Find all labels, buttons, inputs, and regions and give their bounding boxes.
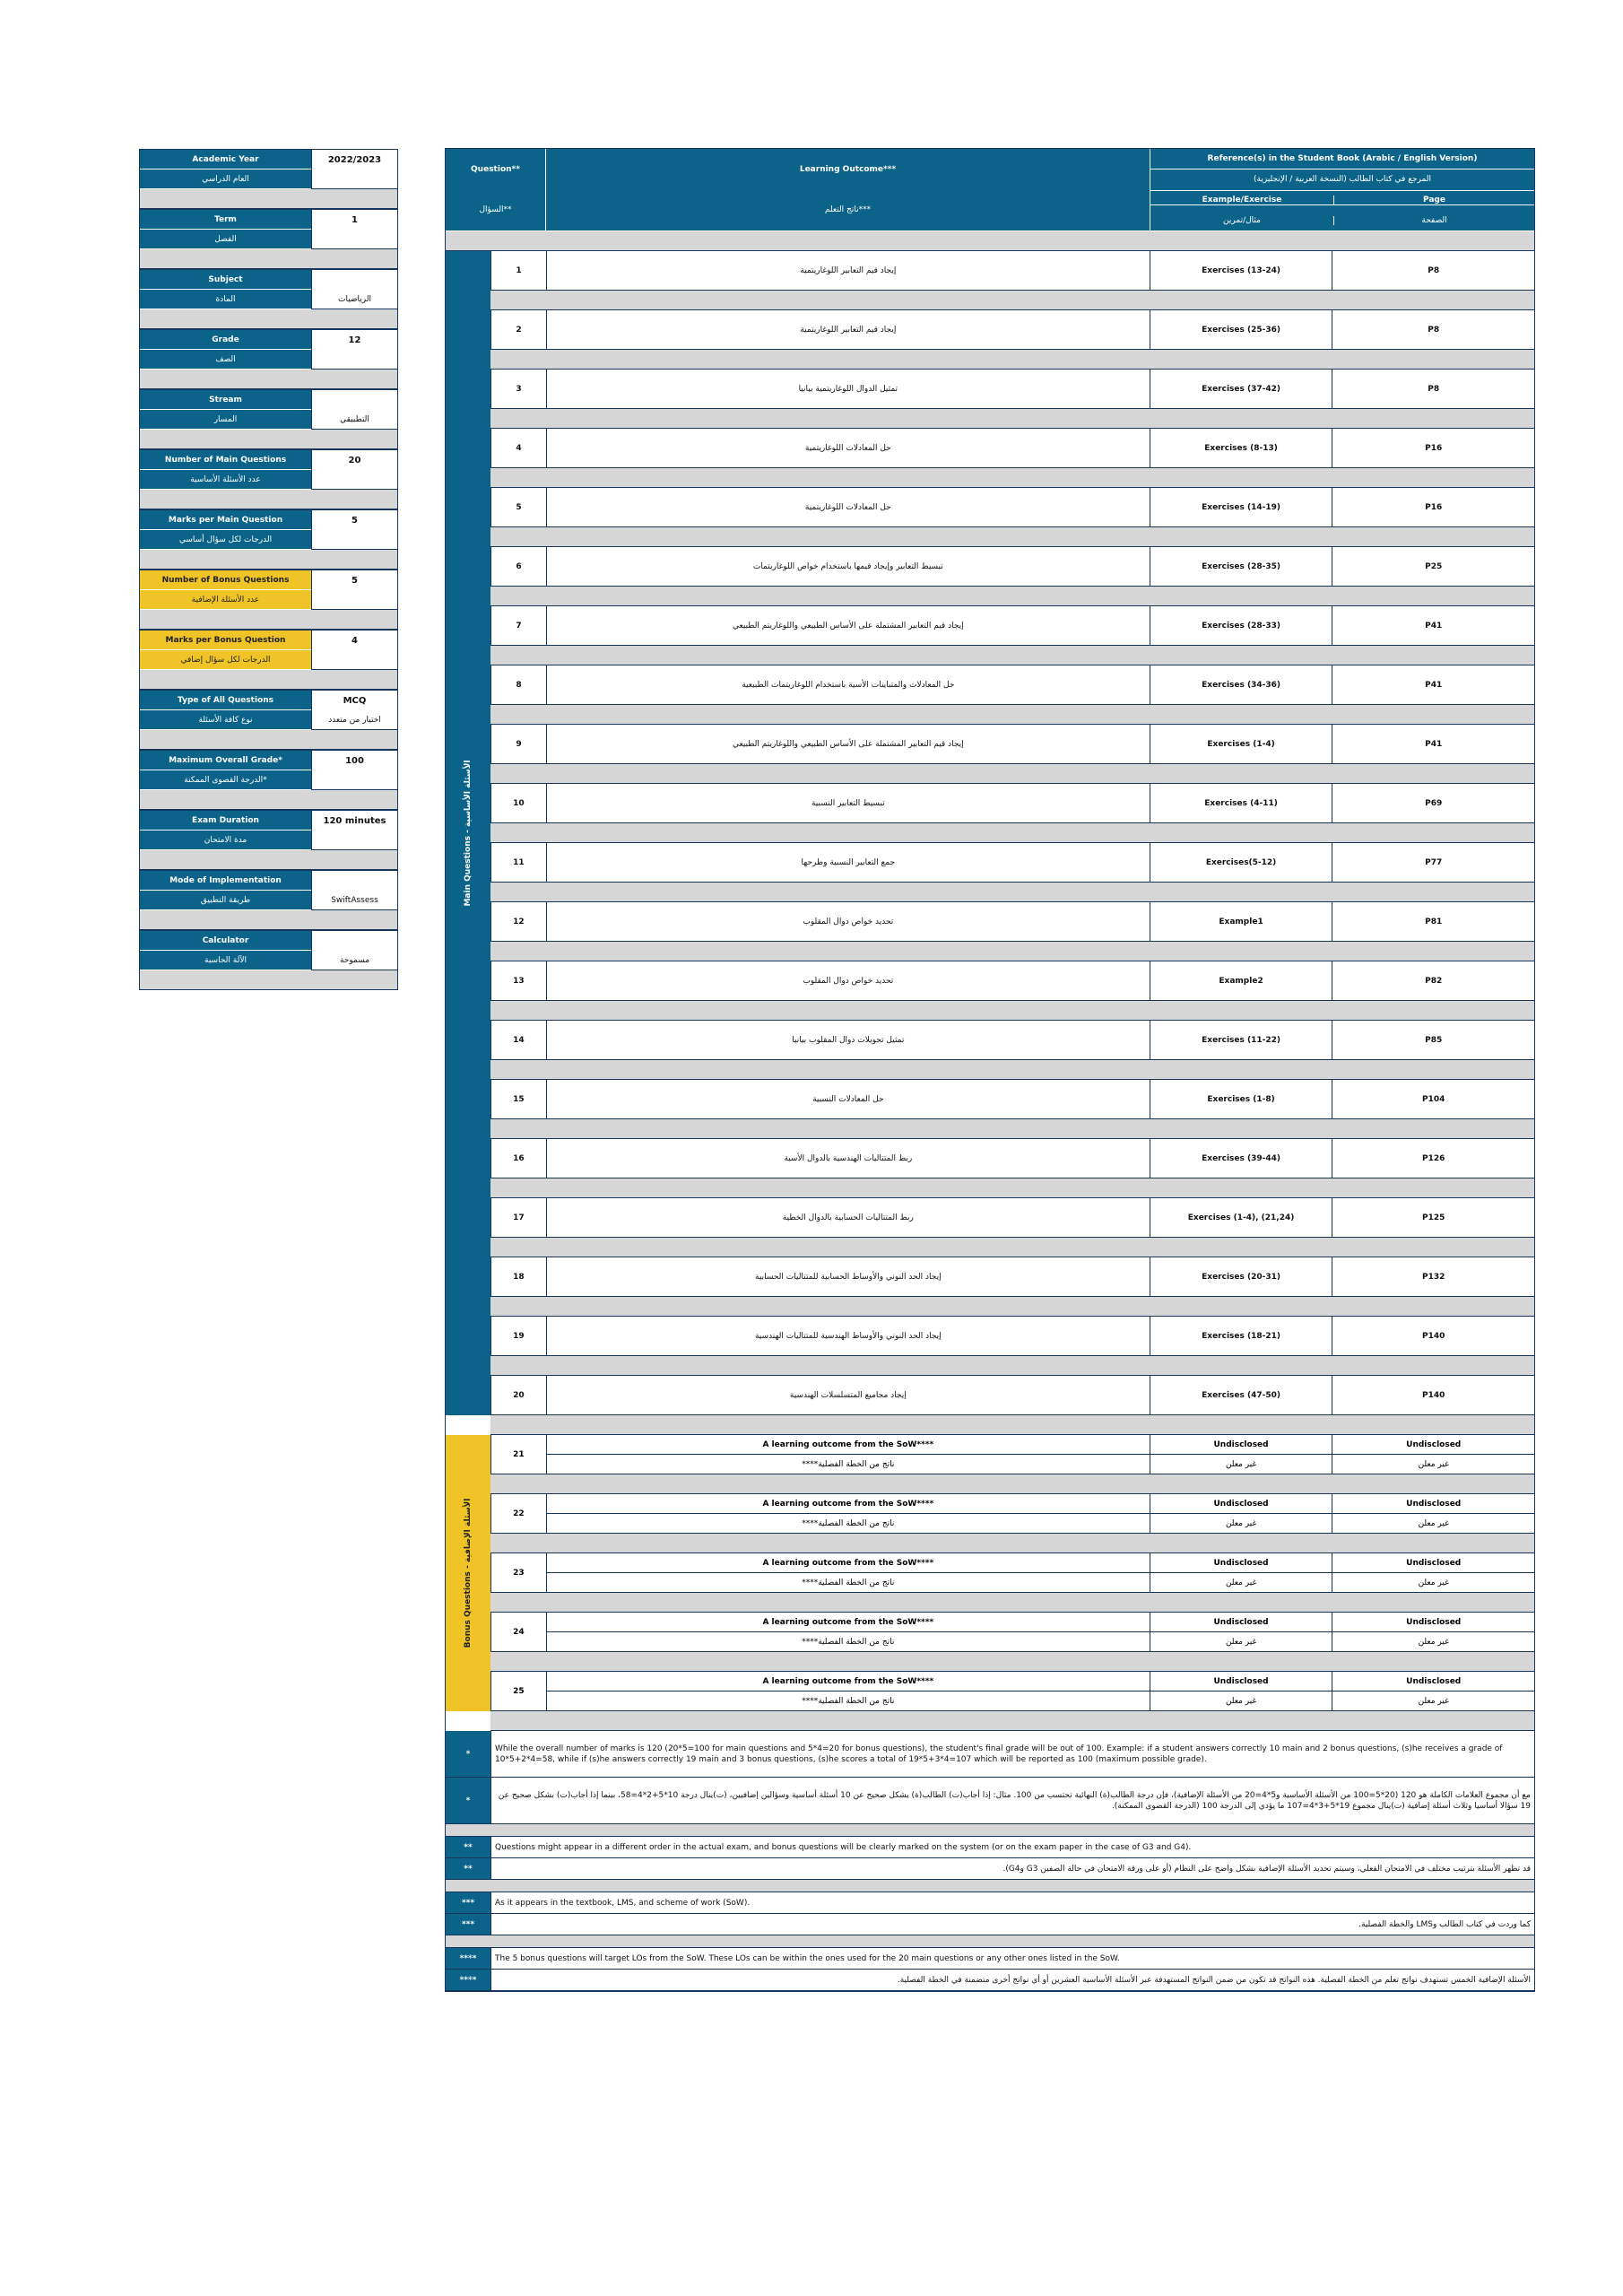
- learning-outcome: جمع التعابير النسبية وطرحها: [546, 843, 1150, 882]
- example-exercise: Exercises (13-24): [1150, 251, 1332, 290]
- page-ref: P8: [1332, 370, 1534, 408]
- learning-outcome: حل المعادلات النسبية: [546, 1080, 1150, 1118]
- info-value: [311, 871, 397, 891]
- info-value: [311, 931, 397, 951]
- main-question-row: [490, 370, 1534, 409]
- bonus-questions-label: Bonus Questions - الأسئلة الإضافية: [464, 1498, 473, 1648]
- question-number: 4: [490, 429, 546, 467]
- page-ref: P125: [1332, 1198, 1534, 1237]
- learning-outcome: إيجاد الحد النوني والأوساط الحسابية للمتتاليات الحسابية: [546, 1257, 1150, 1296]
- example-exercise: Exercises (28-33): [1150, 606, 1332, 645]
- info-spacer: [139, 790, 398, 810]
- info-value: 120 minutes: [311, 811, 397, 831]
- note-text: الأسئلة الإضافية الخمس تستهدف نواتج تعلم من الخطة الفصلية. هذه النواتج قد تكون من ضمن النواتج المستهدفة عبر الأسئلة الأساسية العشرين أو أي نواتج أخرى متضمنة في الخطة الفصلية.: [490, 1970, 1534, 1990]
- learning-outcome: إيجاد قيم التعابير اللوغاريتمية: [546, 310, 1150, 349]
- info-label-ar: عدد الأسئلة الأساسية: [140, 470, 311, 490]
- main-question-row: [490, 1198, 1534, 1238]
- info-label-ar: نوع كافة الأسئلة: [140, 710, 311, 730]
- info-value: 100: [311, 751, 397, 770]
- note-marker: ***: [446, 1892, 490, 1913]
- learning-outcome: حل المعادلات اللوغاريتمية: [546, 488, 1150, 526]
- info-label-ar: مدة الامتحان: [140, 831, 311, 850]
- bonus-lo-ar: ناتج من الخطة الفصلية****: [802, 1518, 895, 1528]
- note-text: Questions might appear in a different order in the actual exam, and bonus questions will be clearly marked on the system (or on the exam paper in the case of G3 and G4).: [490, 1837, 1534, 1857]
- question-number: 16: [490, 1139, 546, 1178]
- row-spacer: [490, 1652, 1534, 1672]
- info-value-ar: التطبيقي: [311, 410, 397, 430]
- info-value-ar: [311, 470, 397, 490]
- info-label-en: Grade: [140, 330, 311, 350]
- row-spacer: [490, 527, 1534, 547]
- info-spacer: [139, 309, 398, 329]
- info-value: 1: [311, 210, 397, 230]
- header-question-en: Question**: [471, 164, 520, 174]
- row-spacer: [490, 883, 1534, 902]
- info-label-en: Exam Duration: [140, 811, 311, 831]
- bonus-lo-ar: ناتج من الخطة الفصلية****: [802, 1637, 895, 1647]
- info-spacer: [139, 550, 398, 570]
- info-group: [139, 389, 398, 449]
- note-row: [446, 1778, 1534, 1824]
- question-number: 22: [490, 1494, 546, 1533]
- header-lo-ar: ناتج التعلم***: [824, 205, 872, 215]
- example-exercise: Exercises(5-12): [1150, 843, 1332, 882]
- note-row: [446, 1731, 1534, 1778]
- bonus-lo-en: A learning outcome from the SoW****: [547, 1672, 1150, 1692]
- page-ref: P16: [1332, 429, 1534, 467]
- bonus-question-row: [490, 1494, 1534, 1534]
- info-group: [139, 570, 398, 630]
- info-value-ar: [311, 590, 397, 610]
- row-spacer: [490, 1593, 1534, 1613]
- main-question-row: [490, 1021, 1534, 1060]
- note-text: مع أن مجموع العلامات الكاملة هو 120 (20*5=100 من الأسئلة الأساسية و5*4=20 من الأسئلة الإضافية)، فإن درجة الطالب(ة) النهائية تحتسب من 100. مثال: إذا أجاب(ت) الطالب(ة) بشكل صحيح عن 10 أسئلة أساسية وسؤالين إضافيين، (ت)ينال درجة 10*5+2*4=58، بينما إذا أجاب(ت) بشكل صحيح عن 19 سؤالا أساسيا وثلاث أسئلة إضافية (ت)ينال مجموع 19*5+3*4=107 ما يؤدي إلى الدرجة 100 (الدرجة القصوى الممكنة).: [490, 1778, 1534, 1823]
- note-marker: *: [446, 1778, 490, 1823]
- bonus-lo-ar: ناتج من الخطة الفصلية****: [802, 1578, 895, 1587]
- bonus-lo-en: A learning outcome from the SoW****: [547, 1435, 1150, 1455]
- header-page-ar: الصفحة: [1421, 215, 1447, 225]
- main-question-row: [490, 961, 1534, 1001]
- page-ref: P16: [1332, 488, 1534, 526]
- learning-outcome: إيجاد قيم التعابير اللوغاريتمية: [546, 251, 1150, 290]
- note-marker: ***: [446, 1914, 490, 1935]
- example-exercise: Exercises (11-22): [1150, 1021, 1332, 1059]
- info-value: 12: [311, 330, 397, 350]
- bonus-ex-ar: غير معلن: [1225, 1578, 1257, 1587]
- info-spacer: [139, 370, 398, 389]
- row-spacer: [490, 1415, 1534, 1435]
- info-label-en: Number of Bonus Questions: [140, 570, 311, 590]
- info-label-en: Maximum Overall Grade*: [140, 751, 311, 770]
- bonus-ex-ar: غير معلن: [1225, 1459, 1257, 1469]
- info-value-ar: اختيار من متعدد: [311, 710, 397, 730]
- info-value: 5: [311, 570, 397, 590]
- question-number: 18: [490, 1257, 546, 1296]
- info-group: [139, 930, 398, 990]
- header-ref-en: Reference(s) in the Student Book (Arabic / English Version): [1150, 149, 1534, 170]
- info-group: [139, 750, 398, 810]
- info-value: 20: [311, 450, 397, 470]
- main-question-row: [490, 902, 1534, 942]
- header-ref-ar: المرجع في كتاب الطالب (النسخة العربية / الإنجليزية): [1150, 170, 1534, 190]
- row-spacer: [490, 942, 1534, 961]
- example-exercise: Exercises (1-4): [1150, 725, 1332, 763]
- bonus-ex-ar: غير معلن: [1225, 1637, 1257, 1647]
- row-spacer: [490, 409, 1534, 429]
- questions-body: [446, 251, 1534, 1731]
- bonus-ex-en: Undisclosed: [1150, 1672, 1332, 1692]
- page-ref: P140: [1332, 1317, 1534, 1355]
- header-example-ar: مثال/تمرين: [1150, 216, 1334, 225]
- bonus-page-en: Undisclosed: [1332, 1435, 1534, 1455]
- learning-outcome: تبسيط التعابير وإيجاد قيمها باستخدام خواص اللوغاريتمات: [546, 547, 1150, 586]
- question-number: 5: [490, 488, 546, 526]
- info-value: 4: [311, 631, 397, 650]
- bonus-lo-ar: ناتج من الخطة الفصلية****: [802, 1459, 895, 1469]
- info-spacer: [139, 610, 398, 630]
- main-question-row: [490, 725, 1534, 764]
- learning-outcome: حل المعادلات اللوغاريتمية: [546, 429, 1150, 467]
- note-row: [446, 1948, 1534, 1970]
- info-label-ar: الدرجات لكل سؤال أساسي: [140, 530, 311, 550]
- example-exercise: Example1: [1150, 902, 1332, 941]
- info-label-ar: المادة: [140, 290, 311, 309]
- main-question-row: [490, 606, 1534, 646]
- note-marker: **: [446, 1837, 490, 1857]
- row-spacer: [490, 646, 1534, 665]
- row-spacer: [490, 705, 1534, 725]
- note-row: [446, 1858, 1534, 1880]
- info-label-en: Marks per Main Question: [140, 510, 311, 530]
- example-exercise: Exercises (25-36): [1150, 310, 1332, 349]
- learning-outcome: تمثيل تحويلات دوال المقلوب بيانيا: [546, 1021, 1150, 1059]
- bonus-question-row: [490, 1672, 1534, 1711]
- main-question-row: [490, 547, 1534, 587]
- bonus-questions-side-label: [446, 1435, 490, 1711]
- example-exercise: Exercises (18-21): [1150, 1317, 1332, 1355]
- info-group: [139, 329, 398, 389]
- row-spacer: [490, 1534, 1534, 1553]
- row-spacer: [490, 587, 1534, 606]
- row-spacer: [490, 1711, 1534, 1731]
- info-group: [139, 209, 398, 269]
- bonus-lo-en: A learning outcome from the SoW****: [547, 1613, 1150, 1632]
- example-exercise: Exercises (14-19): [1150, 488, 1332, 526]
- note-marker: **: [446, 1858, 490, 1879]
- main-question-row: [490, 1376, 1534, 1415]
- info-label-en: Marks per Bonus Question: [140, 631, 311, 650]
- info-label-en: Calculator: [140, 931, 311, 951]
- page-ref: P132: [1332, 1257, 1534, 1296]
- bonus-page-en: Undisclosed: [1332, 1672, 1534, 1692]
- info-value: 2022/2023: [311, 150, 397, 170]
- note-marker: ****: [446, 1970, 490, 1990]
- info-value-ar: [311, 170, 397, 189]
- bonus-ex-en: Undisclosed: [1150, 1613, 1332, 1632]
- info-label-en: Subject: [140, 270, 311, 290]
- bonus-page-en: Undisclosed: [1332, 1613, 1534, 1632]
- example-exercise: Exercises (1-4), (21,24): [1150, 1198, 1332, 1237]
- row-spacer: [490, 1178, 1534, 1198]
- note-spacer: [446, 1824, 1534, 1837]
- learning-outcome: إيجاد قيم التعابير المشتملة على الأساس الطبيعي واللوغاريتم الطبيعي: [546, 725, 1150, 763]
- page-ref: P126: [1332, 1139, 1534, 1178]
- main-question-row: [490, 251, 1534, 291]
- main-question-row: [490, 1317, 1534, 1356]
- info-spacer: [139, 970, 398, 990]
- learning-outcome: ربط المتتاليات الحسابية بالدوال الخطية: [546, 1198, 1150, 1237]
- question-number: 19: [490, 1317, 546, 1355]
- main-question-row: [490, 429, 1534, 468]
- info-value-ar: SwiftAssess: [311, 891, 397, 910]
- question-number: 23: [490, 1553, 546, 1592]
- page-ref: P25: [1332, 547, 1534, 586]
- row-spacer: [490, 1356, 1534, 1376]
- info-spacer: [139, 910, 398, 930]
- info-label-en: Academic Year: [140, 150, 311, 170]
- example-exercise: Exercises (20-31): [1150, 1257, 1332, 1296]
- info-spacer: [139, 670, 398, 690]
- info-value-ar: [311, 650, 397, 670]
- example-exercise: Exercises (34-36): [1150, 665, 1332, 704]
- info-value: MCQ: [311, 691, 397, 710]
- learning-outcome: حل المعادلات والمتباينات الأسية باستخدام اللوغاريتمات الطبيعية: [546, 665, 1150, 704]
- example-exercise: Example2: [1150, 961, 1332, 1000]
- bonus-question-row: [490, 1435, 1534, 1474]
- info-spacer: [139, 730, 398, 750]
- bonus-lo-en: A learning outcome from the SoW****: [547, 1494, 1150, 1514]
- note-spacer: [446, 1935, 1534, 1948]
- info-label-ar: طريقة التطبيق: [140, 891, 311, 910]
- info-value-ar: الرياضيات: [311, 290, 397, 309]
- info-group: [139, 690, 398, 750]
- learning-outcome: تمثيل الدوال اللوغاريتمية بيانيا: [546, 370, 1150, 408]
- example-exercise: Exercises (1-8): [1150, 1080, 1332, 1118]
- row-spacer: [490, 350, 1534, 370]
- info-group: [139, 449, 398, 509]
- row-spacer: [490, 1474, 1534, 1494]
- bonus-page-en: Undisclosed: [1332, 1494, 1534, 1514]
- example-exercise: Exercises (47-50): [1150, 1376, 1332, 1414]
- main-question-row: [490, 843, 1534, 883]
- info-group: [139, 810, 398, 870]
- info-label-ar: الفصل: [140, 230, 311, 249]
- example-exercise: Exercises (4-11): [1150, 784, 1332, 822]
- question-number: 8: [490, 665, 546, 704]
- learning-outcome: إيجاد مجاميع المتسلسلات الهندسية: [546, 1376, 1150, 1414]
- page-ref: P41: [1332, 606, 1534, 645]
- row-spacer: [490, 823, 1534, 843]
- info-value-ar: [311, 831, 397, 850]
- question-number: 12: [490, 902, 546, 941]
- note-marker: ****: [446, 1948, 490, 1969]
- question-number: 17: [490, 1198, 546, 1237]
- info-spacer: [139, 490, 398, 509]
- row-spacer: [490, 1297, 1534, 1317]
- info-spacer: [139, 249, 398, 269]
- question-number: 13: [490, 961, 546, 1000]
- question-number: 10: [490, 784, 546, 822]
- main-question-row: [490, 1257, 1534, 1297]
- question-number: 2: [490, 310, 546, 349]
- info-label-ar: الدرجة القصوى الممكنة*: [140, 770, 311, 790]
- question-number: 3: [490, 370, 546, 408]
- main-question-row: [490, 310, 1534, 350]
- bonus-ex-en: Undisclosed: [1150, 1553, 1332, 1573]
- row-spacer: [490, 1060, 1534, 1080]
- info-label-ar: عدد الأسئلة الإضافية: [140, 590, 311, 610]
- question-number: 11: [490, 843, 546, 882]
- page-ref: P8: [1332, 251, 1534, 290]
- page-ref: P8: [1332, 310, 1534, 349]
- row-spacer: [490, 764, 1534, 784]
- question-number: 9: [490, 725, 546, 763]
- info-label-en: Number of Main Questions: [140, 450, 311, 470]
- example-exercise: Exercises (8-13): [1150, 429, 1332, 467]
- info-spacer: [139, 189, 398, 209]
- info-value-ar: [311, 230, 397, 249]
- row-spacer: [490, 1119, 1534, 1139]
- main-questions-label: Main Questions - الأسئلة الأساسية: [464, 760, 473, 907]
- bonus-page-en: Undisclosed: [1332, 1553, 1534, 1573]
- note-text: كما وردت في كتاب الطالب وLMS والخطة الفصلية.: [490, 1914, 1534, 1935]
- page-ref: P140: [1332, 1376, 1534, 1414]
- info-label-ar: المسار: [140, 410, 311, 430]
- bonus-page-ar: غير معلن: [1418, 1696, 1449, 1706]
- bonus-lo-ar: ناتج من الخطة الفصلية****: [802, 1696, 895, 1706]
- main-question-row: [490, 665, 1534, 705]
- page-ref: P41: [1332, 665, 1534, 704]
- bonus-ex-en: Undisclosed: [1150, 1494, 1332, 1514]
- page-ref: P85: [1332, 1021, 1534, 1059]
- page-ref: P81: [1332, 902, 1534, 941]
- note-marker: *: [446, 1731, 490, 1777]
- row-spacer: [490, 1238, 1534, 1257]
- row-spacer: [490, 468, 1534, 488]
- bonus-question-row: [490, 1553, 1534, 1593]
- main-question-row: [490, 1139, 1534, 1178]
- info-label-ar: الدرجات لكل سؤال إضافي: [140, 650, 311, 670]
- learning-outcome: إيجاد قيم التعابير المشتملة على الأساس الطبيعي واللوغاريتم الطبيعي: [546, 606, 1150, 645]
- question-number: 14: [490, 1021, 546, 1059]
- note-row: [446, 1970, 1534, 1991]
- main-questions-side-label: [446, 251, 490, 1415]
- bonus-lo-en: A learning outcome from the SoW****: [547, 1553, 1150, 1573]
- question-number: 15: [490, 1080, 546, 1118]
- bonus-ex-ar: غير معلن: [1225, 1696, 1257, 1706]
- example-exercise: Exercises (28-35): [1150, 547, 1332, 586]
- question-number: 1: [490, 251, 546, 290]
- question-number: 7: [490, 606, 546, 645]
- main-question-row: [490, 784, 1534, 823]
- main-question-row: [490, 488, 1534, 527]
- notes-section: [446, 1731, 1534, 1991]
- learning-outcome: تبسيط التعابير النسبية: [546, 784, 1150, 822]
- learning-outcome: ربط المتتاليات الهندسية بالدوال الأسية: [546, 1139, 1150, 1178]
- info-value: 5: [311, 510, 397, 530]
- info-value-ar: مسموحة: [311, 951, 397, 970]
- question-number: 24: [490, 1613, 546, 1651]
- info-label-ar: الآلة الحاسبة: [140, 951, 311, 970]
- info-group: [139, 630, 398, 690]
- question-number: 20: [490, 1376, 546, 1414]
- bonus-question-row: [490, 1613, 1534, 1652]
- bonus-ex-en: Undisclosed: [1150, 1435, 1332, 1455]
- page-ref: P41: [1332, 725, 1534, 763]
- info-label-ar: العام الدراسي: [140, 170, 311, 189]
- info-value-ar: [311, 530, 397, 550]
- info-group: [139, 269, 398, 329]
- note-text: قد تظهر الأسئلة بترتيب مختلف في الامتحان الفعلي، وسيتم تحديد الأسئلة الإضافية بشكل واضح على النظام (أو على ورقة الامتحان في حالة الصفين G3 وG4).: [490, 1858, 1534, 1879]
- header-lo-en: Learning Outcome***: [799, 164, 897, 174]
- note-text: As it appears in the textbook, LMS, and scheme of work (SoW).: [490, 1892, 1534, 1913]
- info-value: [311, 270, 397, 290]
- header-page-en: Page: [1334, 196, 1534, 205]
- info-value-ar: [311, 770, 397, 790]
- question-number: 25: [490, 1672, 546, 1710]
- info-group: [139, 870, 398, 930]
- info-spacer: [139, 430, 398, 449]
- bonus-page-ar: غير معلن: [1418, 1459, 1449, 1469]
- note-row: [446, 1914, 1534, 1935]
- page-ref: P77: [1332, 843, 1534, 882]
- bonus-page-ar: غير معلن: [1418, 1637, 1449, 1647]
- example-exercise: Exercises (39-44): [1150, 1139, 1332, 1178]
- header-spacer: [446, 231, 1534, 251]
- question-number: 6: [490, 547, 546, 586]
- info-group: [139, 149, 398, 209]
- row-spacer: [490, 291, 1534, 310]
- note-row: [446, 1837, 1534, 1858]
- page-ref: P69: [1332, 784, 1534, 822]
- question-number: 21: [490, 1435, 546, 1474]
- learning-outcome: تحديد خواص دوال المقلوب: [546, 902, 1150, 941]
- learning-outcome: تحديد خواص دوال المقلوب: [546, 961, 1150, 1000]
- note-text: The 5 bonus questions will target LOs from the SoW. These LOs can be within the ones used for the 20 main questions or any other ones listed in the SoW.: [490, 1948, 1534, 1969]
- info-value: [311, 390, 397, 410]
- main-question-row: [490, 1080, 1534, 1119]
- note-row: [446, 1892, 1534, 1914]
- example-exercise: Exercises (37-42): [1150, 370, 1332, 408]
- info-label-en: Type of All Questions: [140, 691, 311, 710]
- row-spacer: [490, 1001, 1534, 1021]
- page-ref: P104: [1332, 1080, 1534, 1118]
- info-value-ar: [311, 350, 397, 370]
- exam-info-panel: [139, 149, 398, 990]
- learning-outcome: إيجاد الحد النوني والأوساط الهندسية للمتتاليات الهندسية: [546, 1317, 1150, 1355]
- bonus-page-ar: غير معلن: [1418, 1518, 1449, 1528]
- page-ref: P82: [1332, 961, 1534, 1000]
- info-label-en: Term: [140, 210, 311, 230]
- bonus-page-ar: غير معلن: [1418, 1578, 1449, 1587]
- specification-table: [445, 148, 1535, 1992]
- note-text: While the overall number of marks is 120 (20*5=100 for main questions and 5*4=20 for bonus questions), the student's final grade will be out of 100. Example: if a student answers correctly 10 main and 2 bonus questions, (s)he receives a grade of 10*5+2*4=58, while if (s)he answers correctly 19 main and 3 bonus questions, (s)he scores a total of 19*5+3*4=107 which will be reported as 100 (maximum possible grade).: [490, 1731, 1534, 1777]
- note-spacer: [446, 1880, 1534, 1892]
- info-group: [139, 509, 398, 570]
- table-header: [446, 149, 1534, 231]
- info-label-en: Mode of Implementation: [140, 871, 311, 891]
- bonus-ex-ar: غير معلن: [1225, 1518, 1257, 1528]
- info-label-ar: الصف: [140, 350, 311, 370]
- info-spacer: [139, 850, 398, 870]
- header-question-ar: السؤال**: [479, 205, 512, 215]
- info-label-en: Stream: [140, 390, 311, 410]
- header-example-en: Example/Exercise: [1150, 196, 1334, 205]
